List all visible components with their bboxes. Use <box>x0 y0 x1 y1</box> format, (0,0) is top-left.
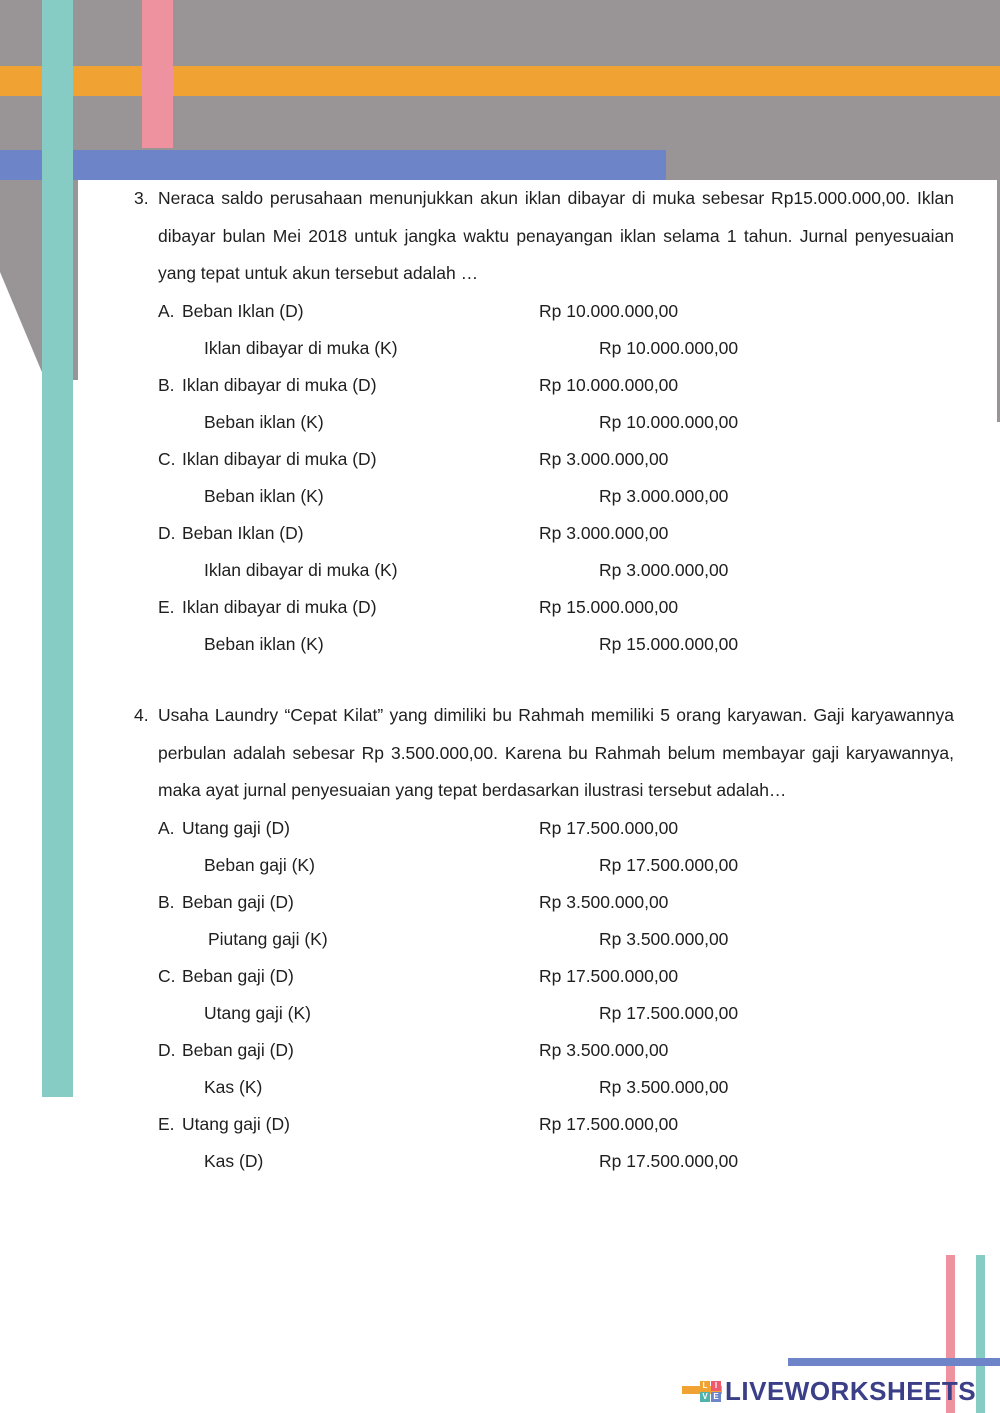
option-letter: A. <box>158 817 175 838</box>
option-b-debit-row[interactable] <box>134 884 954 921</box>
credit-account: Kas (K) <box>204 1076 263 1097</box>
question-text: Usaha Laundry “Cepat Kilat” yang dimiliki bu Rahmah memiliki 5 orang karyawan. Gaji karyawannya perbulan adalah sebesar Rp 3.500.000,00. Karena bu Rahmah belum membayar gaji karyawannya, maka ayat jurnal penyesuaian yang tepat berdasarkan ilustrasi tersebut adalah… <box>158 705 954 800</box>
debit-account: Beban Iklan (D) <box>182 522 304 543</box>
option-c-debit-row[interactable] <box>134 958 954 995</box>
credit-account: Beban iklan (K) <box>204 485 324 506</box>
option-letter: D. <box>158 1039 176 1060</box>
debit-amount: Rp 17.500.000,00 <box>539 817 679 838</box>
option-b-credit-row <box>134 921 954 958</box>
debit-amount: Rp 3.500.000,00 <box>539 1039 669 1060</box>
debit-account: Utang gaji (D) <box>182 817 290 838</box>
debit-amount: Rp 10.000.000,00 <box>539 374 679 395</box>
option-a-debit-row[interactable] <box>134 810 954 847</box>
question-number: 4. <box>134 705 149 725</box>
credit-account: Piutang gaji (K) <box>208 928 328 949</box>
option-d-debit-row[interactable] <box>134 1032 954 1069</box>
option-letter: E. <box>158 596 175 617</box>
credit-account: Beban iklan (K) <box>204 411 324 432</box>
credit-amount: Rp 3.000.000,00 <box>599 485 729 506</box>
liveworksheets-logo-icon <box>700 1381 721 1402</box>
option-d-credit-row <box>134 1069 954 1106</box>
credit-amount: Rp 10.000.000,00 <box>599 411 739 432</box>
logo-letter-l: L <box>700 1381 710 1391</box>
credit-amount: Rp 17.500.000,00 <box>599 1150 739 1171</box>
debit-account: Iklan dibayar di muka (D) <box>182 596 377 617</box>
option-e-credit-row <box>134 1143 954 1180</box>
credit-amount: Rp 17.500.000,00 <box>599 1002 739 1023</box>
credit-amount: Rp 17.500.000,00 <box>599 854 739 875</box>
credit-amount: Rp 3.000.000,00 <box>599 559 729 580</box>
option-letter: B. <box>158 891 175 912</box>
credit-amount: Rp 3.500.000,00 <box>599 1076 729 1097</box>
logo-letter-e: E <box>711 1392 721 1402</box>
option-letter: E. <box>158 1113 175 1134</box>
debit-amount: Rp 3.000.000,00 <box>539 448 669 469</box>
credit-account: Iklan dibayar di muka (K) <box>204 559 398 580</box>
option-d-credit-row <box>134 552 954 589</box>
option-letter: C. <box>158 965 176 986</box>
question-text: Neraca saldo perusahaan menunjukkan akun iklan dibayar di muka sebesar Rp15.000.000,00. Iklan dibayar bulan Mei 2018 untuk jangka waktu penayangan iklan selama 1 tahun. Jurnal penyesuaian yang tepat untuk akun tersebut adalah … <box>158 188 954 283</box>
footer-teal-bar <box>976 1255 985 1413</box>
debit-account: Beban gaji (D) <box>182 1039 294 1060</box>
debit-account: Utang gaji (D) <box>182 1113 290 1134</box>
option-a-credit-row <box>134 330 954 367</box>
question-4 <box>134 697 954 1180</box>
teal-bar <box>42 0 73 1097</box>
credit-amount: Rp 10.000.000,00 <box>599 337 739 358</box>
option-b-debit-row[interactable] <box>134 367 954 404</box>
debit-account: Beban Iklan (D) <box>182 300 304 321</box>
option-letter: B. <box>158 374 175 395</box>
logo-letter-i: I <box>711 1381 721 1391</box>
credit-account: Kas (D) <box>204 1150 264 1171</box>
option-d-debit-row[interactable] <box>134 515 954 552</box>
debit-amount: Rp 17.500.000,00 <box>539 965 679 986</box>
option-letter: A. <box>158 300 175 321</box>
credit-account: Beban iklan (K) <box>204 633 324 654</box>
question-3 <box>134 180 954 663</box>
debit-amount: Rp 15.000.000,00 <box>539 596 679 617</box>
credit-account: Iklan dibayar di muka (K) <box>204 337 398 358</box>
option-letter: D. <box>158 522 176 543</box>
debit-account: Iklan dibayar di muka (D) <box>182 448 377 469</box>
debit-amount: Rp 10.000.000,00 <box>539 300 679 321</box>
credit-account: Utang gaji (K) <box>204 1002 311 1023</box>
debit-account: Iklan dibayar di muka (D) <box>182 374 377 395</box>
option-e-credit-row <box>134 626 954 663</box>
debit-amount: Rp 17.500.000,00 <box>539 1113 679 1134</box>
option-e-debit-row[interactable] <box>134 1106 954 1143</box>
debit-account: Beban gaji (D) <box>182 891 294 912</box>
liveworksheets-brand[interactable] <box>700 1374 976 1408</box>
option-e-debit-row[interactable] <box>134 589 954 626</box>
debit-account: Beban gaji (D) <box>182 965 294 986</box>
credit-account: Beban gaji (K) <box>204 854 315 875</box>
logo-letter-v: V <box>700 1392 710 1402</box>
option-b-credit-row <box>134 404 954 441</box>
option-c-credit-row <box>134 478 954 515</box>
option-a-debit-row[interactable] <box>134 293 954 330</box>
debit-amount: Rp 3.000.000,00 <box>539 522 669 543</box>
option-a-credit-row <box>134 847 954 884</box>
blue-stripe <box>0 150 666 180</box>
footer-blue-stripe <box>788 1358 1000 1366</box>
option-c-credit-row <box>134 995 954 1032</box>
option-letter: C. <box>158 448 176 469</box>
credit-amount: Rp 15.000.000,00 <box>599 633 739 654</box>
option-c-debit-row[interactable] <box>134 441 954 478</box>
credit-amount: Rp 3.500.000,00 <box>599 928 729 949</box>
pink-bar <box>142 0 173 148</box>
question-number: 3. <box>134 188 149 208</box>
debit-amount: Rp 3.500.000,00 <box>539 891 669 912</box>
brand-name: LIVEWORKSHEETS <box>725 1375 977 1406</box>
